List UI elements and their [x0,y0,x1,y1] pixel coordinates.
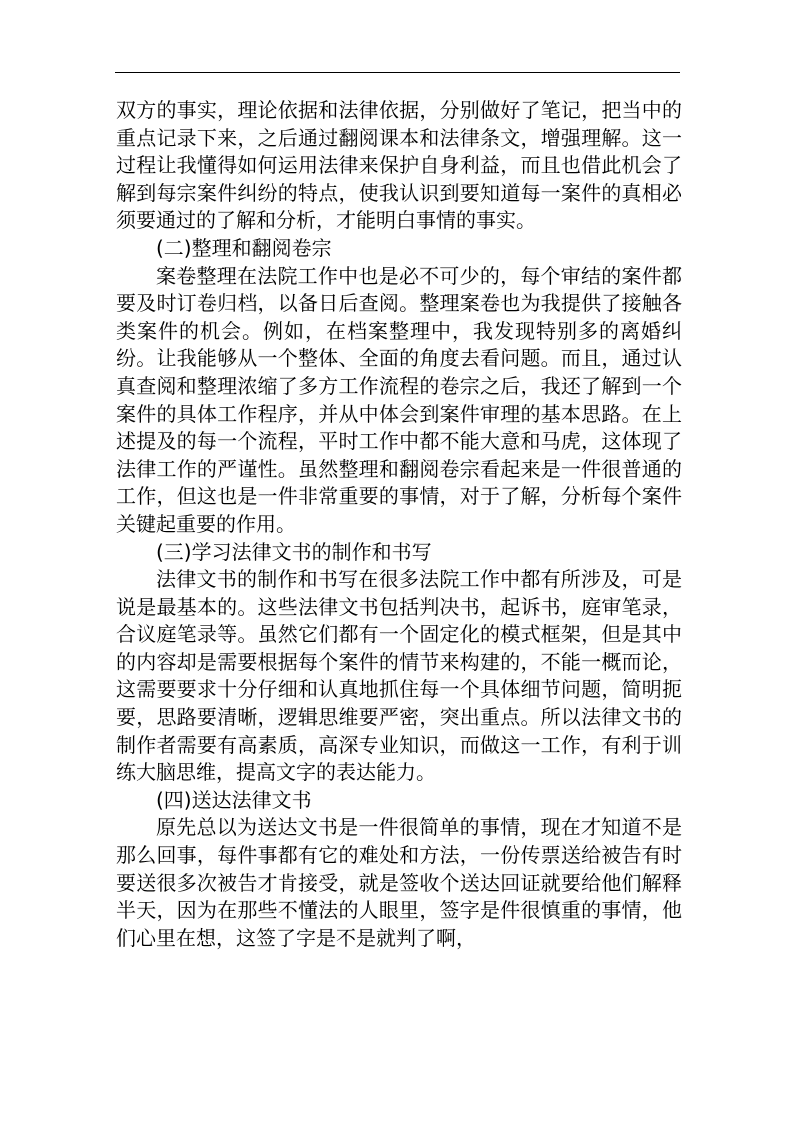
body-paragraph: 原先总以为送达文书是一件很简单的事情，现在才知道不是那么回事，每件事都有它的难处和方法，一份传票送给被告有时要送很多次被告才肯接受，就是签收个送达回证就要给他们解释半天，因为在那些不懂法的人眼里，签字是件很慎重的事情，他们心里在想，这签了字是不是就判了啊， [116,815,682,950]
section-heading: (四)送达法律文书 [156,787,312,812]
header-rule [115,72,680,73]
body-paragraph: 案卷整理在法院工作中也是必不可少的，每个审结的案件都要及时订卷归档，以备日后查阅。整理案卷也为我提供了接触各类案件的机会。例如，在档案整理中，我发现特别多的离婚纠纷。让我能够从一个整体、全面的角度去看问题。而且，通过认真查阅和整理浓缩了多方工作流程的卷宗之后，我还了解到一个案件的具体工作程序，并从中体会到案件审理的基本思路。在上述提及的每一个流程，平时工作中都不能大意和马虎，这体现了法律工作的严谨性。虽然整理和翻阅卷宗看起来是一件很普通的工作，但这也是一件非常重要的事情，对于了解，分析每个案件关键起重要的作用。 [116,263,682,536]
section-heading: (二)整理和翻阅卷宗 [156,235,332,260]
body-paragraph: 法律文书的制作和书写在很多法院工作中都有所涉及，可是说是最基本的。这些法律文书包括判决书，起诉书，庭审笔录，合议庭笔录等。虽然它们都有一个固定化的模式框架，但是其中的内容却是需要根据每个案件的情节来构建的，不能一概而论，这需要要求十分仔细和认真地抓住每一个具体细节问题，简明扼要，思路要清晰，逻辑思维要严密，突出重点。所以法律文书的制作者需要有高素质，高深专业知识，而做这一工作，有利于训练大脑思维，提高文字的表达能力。 [116,567,682,785]
document-body [116,97,682,952]
body-paragraph: 双方的事实，理论依据和法律依据，分别做好了笔记，把当中的重点记录下来，之后通过翻阅课本和法律条文，增强理解。这一过程让我懂得如何运用法律来保护自身利益，而且也借此机会了解到每宗案件纠纷的特点，使我认识到要知道每一案件的真相必须要通过的了解和分析，才能明白事情的事实。 [116,98,682,233]
section-heading: (三)学习法律文书的制作和书写 [156,539,432,564]
